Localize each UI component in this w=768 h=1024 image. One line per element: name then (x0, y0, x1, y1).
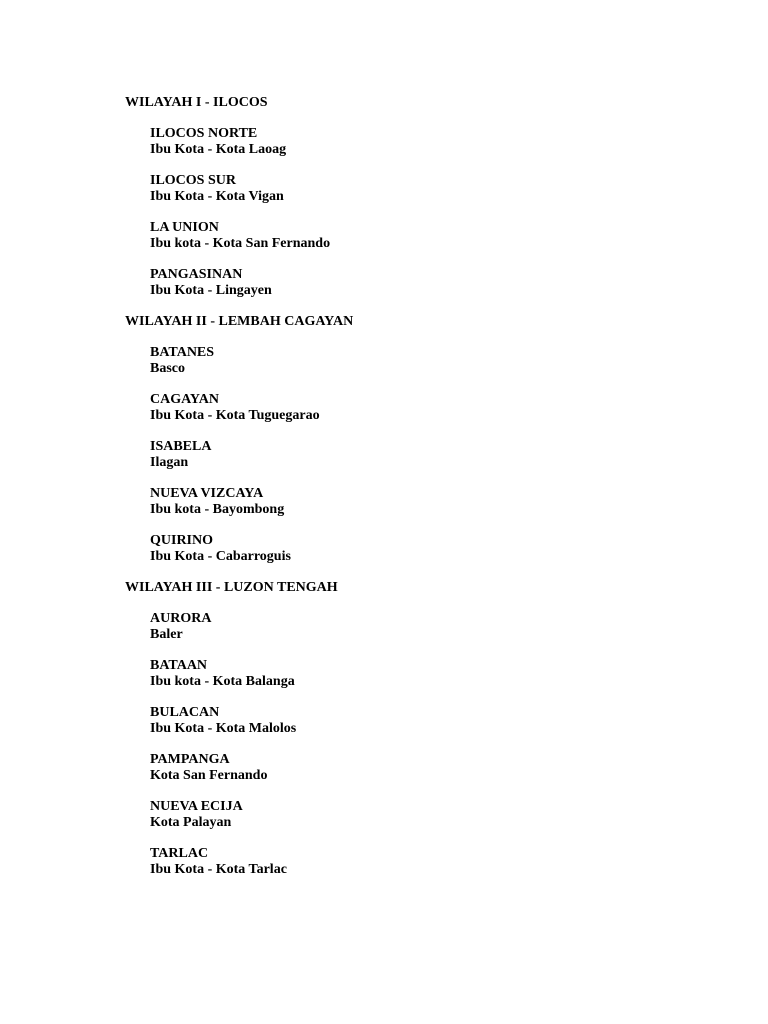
province-entry (150, 611, 725, 643)
province-capital: Ibu Kota - Kota Laoag (150, 142, 287, 157)
province-name: LA UNION (150, 220, 219, 235)
province-capital: Ilagan (150, 455, 189, 470)
province-entry (150, 846, 725, 878)
province-name: BATANES (150, 345, 215, 360)
province-capital: Ibu Kota - Lingayen (150, 283, 272, 298)
province-entry (150, 752, 725, 784)
province-entry (150, 486, 725, 518)
province-name: TARLAC (150, 846, 209, 861)
province-name: QUIRINO (150, 533, 214, 548)
province-capital: Ibu Kota - Kota Tarlac (150, 862, 287, 877)
province-name: PANGASINAN (150, 267, 243, 282)
region-title: WILAYAH I - ILOCOS (125, 95, 268, 110)
province-entry (150, 392, 725, 424)
province-entry (150, 658, 725, 690)
province-capital: Ibu Kota - Cabarroguis (150, 549, 291, 564)
province-name: ILOCOS SUR (150, 173, 236, 188)
province-name: ILOCOS NORTE (150, 126, 258, 141)
document-page (125, 95, 725, 893)
province-name: AURORA (150, 611, 212, 626)
province-name: ISABELA (150, 439, 212, 454)
province-capital: Ibu kota - Kota Balanga (150, 674, 295, 689)
region-lembah-cagayan (125, 314, 725, 565)
province-capital: Ibu Kota - Kota Malolos (150, 721, 297, 736)
province-entry (150, 220, 725, 252)
province-entry (150, 173, 725, 205)
province-name: BULACAN (150, 705, 220, 720)
province-capital: Ibu Kota - Kota Tuguegarao (150, 408, 320, 423)
province-entry (150, 705, 725, 737)
province-name: BATAAN (150, 658, 208, 673)
region-luzon-tengah (125, 580, 725, 878)
province-capital: Ibu Kota - Kota Vigan (150, 189, 284, 204)
province-capital: Ibu kota - Bayombong (150, 502, 285, 517)
province-entry (150, 799, 725, 831)
province-entry (150, 439, 725, 471)
province-entry (150, 533, 725, 565)
region-title: WILAYAH II - LEMBAH CAGAYAN (125, 314, 354, 329)
region-ilocos (125, 95, 725, 299)
region-title: WILAYAH III - LUZON TENGAH (125, 580, 338, 595)
province-capital: Ibu kota - Kota San Fernando (150, 236, 331, 251)
province-name: CAGAYAN (150, 392, 219, 407)
province-name: NUEVA VIZCAYA (150, 486, 264, 501)
province-name: PAMPANGA (150, 752, 230, 767)
province-entry (150, 126, 725, 158)
province-capital: Baler (150, 627, 183, 642)
province-entry (150, 345, 725, 377)
province-capital: Kota San Fernando (150, 768, 268, 783)
province-capital: Basco (150, 361, 185, 376)
province-capital: Kota Palayan (150, 815, 232, 830)
province-entry (150, 267, 725, 299)
province-name: NUEVA ECIJA (150, 799, 243, 814)
